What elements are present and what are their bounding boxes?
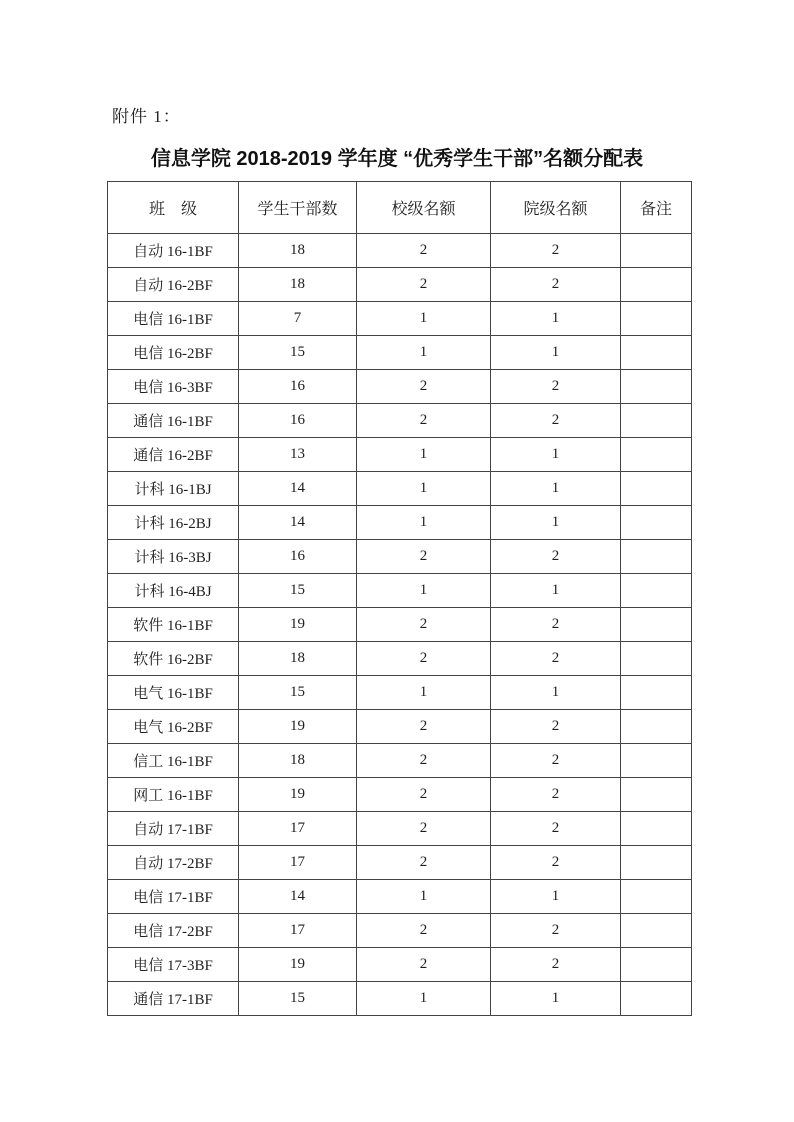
table-row [108,846,692,880]
cell-class-name: 软件 16-2BF [108,642,239,676]
cell-school-quota: 2 [357,948,491,982]
cell-class-name: 软件 16-1BF [108,608,239,642]
attachment-label: 附件 1： [112,107,181,126]
cell-class-name: 电信 17-3BF [108,948,239,982]
table-row [108,710,692,744]
cell-college-quota: 2 [491,914,621,948]
cell-school-quota: 2 [357,268,491,302]
cell-college-quota: 1 [491,880,621,914]
cell-remark [621,268,692,302]
table-row [108,812,692,846]
cell-college-quota: 2 [491,268,621,302]
cell-cadre-count: 13 [239,438,357,472]
cell-remark [621,676,692,710]
cell-college-quota: 1 [491,472,621,506]
cell-cadre-count: 17 [239,812,357,846]
cell-school-quota: 1 [357,472,491,506]
cell-remark [621,846,692,880]
cell-college-quota: 2 [491,846,621,880]
cell-school-quota: 1 [357,574,491,608]
cell-remark [621,438,692,472]
cell-cadre-count: 18 [239,642,357,676]
cell-school-quota: 2 [357,812,491,846]
cell-class-name: 网工 16-1BF [108,778,239,812]
column-header-school-quota: 校级名额 [357,182,491,234]
table-row [108,676,692,710]
cell-school-quota: 1 [357,982,491,1016]
table-row [108,744,692,778]
cell-college-quota: 1 [491,302,621,336]
table-row [108,234,692,268]
table-row [108,948,692,982]
cell-class-name: 通信 17-1BF [108,982,239,1016]
cell-school-quota: 2 [357,914,491,948]
cell-school-quota: 2 [357,846,491,880]
table-body [108,234,692,1016]
cell-cadre-count: 15 [239,336,357,370]
cell-remark [621,302,692,336]
cell-cadre-count: 17 [239,914,357,948]
table-row [108,472,692,506]
cell-remark [621,812,692,846]
cell-cadre-count: 16 [239,540,357,574]
table-row [108,302,692,336]
cell-college-quota: 1 [491,982,621,1016]
cell-cadre-count: 16 [239,404,357,438]
cell-cadre-count: 17 [239,846,357,880]
cell-class-name: 自动 17-1BF [108,812,239,846]
cell-school-quota: 2 [357,540,491,574]
cell-school-quota: 2 [357,710,491,744]
cell-school-quota: 2 [357,642,491,676]
cell-class-name: 计科 16-2BJ [108,506,239,540]
table-row [108,370,692,404]
cell-cadre-count: 19 [239,710,357,744]
cell-remark [621,574,692,608]
cell-college-quota: 2 [491,642,621,676]
column-header-class: 班 级 [108,182,239,234]
cell-school-quota: 1 [357,336,491,370]
cell-remark [621,982,692,1016]
cell-class-name: 信工 16-1BF [108,744,239,778]
table-row [108,506,692,540]
cell-college-quota: 1 [491,574,621,608]
quota-allocation-table [107,181,692,1016]
cell-class-name: 电信 16-1BF [108,302,239,336]
cell-college-quota: 2 [491,404,621,438]
table-row [108,404,692,438]
cell-class-name: 通信 16-1BF [108,404,239,438]
cell-school-quota: 1 [357,302,491,336]
table-row [108,914,692,948]
cell-class-name: 计科 16-1BJ [108,472,239,506]
cell-college-quota: 2 [491,540,621,574]
cell-school-quota: 1 [357,438,491,472]
cell-cadre-count: 19 [239,608,357,642]
table-row [108,608,692,642]
cell-remark [621,880,692,914]
cell-remark [621,608,692,642]
column-header-remark: 备注 [621,182,692,234]
cell-class-name: 计科 16-3BJ [108,540,239,574]
table-row [108,574,692,608]
column-header-college-quota: 院级名额 [491,182,621,234]
cell-school-quota: 2 [357,234,491,268]
cell-remark [621,948,692,982]
cell-remark [621,914,692,948]
cell-remark [621,404,692,438]
cell-cadre-count: 19 [239,948,357,982]
cell-college-quota: 2 [491,812,621,846]
cell-class-name: 通信 16-2BF [108,438,239,472]
cell-cadre-count: 7 [239,302,357,336]
table-row [108,778,692,812]
cell-college-quota: 1 [491,336,621,370]
cell-class-name: 自动 16-2BF [108,268,239,302]
cell-class-name: 自动 17-2BF [108,846,239,880]
cell-cadre-count: 16 [239,370,357,404]
table-header [108,182,692,234]
cell-college-quota: 2 [491,234,621,268]
cell-class-name: 电气 16-2BF [108,710,239,744]
cell-remark [621,710,692,744]
header-row [108,182,692,234]
cell-college-quota: 2 [491,778,621,812]
cell-college-quota: 2 [491,948,621,982]
cell-school-quota: 1 [357,880,491,914]
cell-college-quota: 2 [491,710,621,744]
table-row [108,880,692,914]
cell-school-quota: 2 [357,744,491,778]
cell-cadre-count: 18 [239,744,357,778]
cell-school-quota: 1 [357,676,491,710]
cell-remark [621,778,692,812]
cell-school-quota: 2 [357,608,491,642]
cell-school-quota: 2 [357,404,491,438]
cell-college-quota: 1 [491,506,621,540]
cell-cadre-count: 14 [239,472,357,506]
cell-remark [621,540,692,574]
cell-class-name: 电信 17-2BF [108,914,239,948]
cell-cadre-count: 15 [239,982,357,1016]
page-title: 信息学院 2018-2019 学年度 “优秀学生干部”名额分配表 [150,148,644,170]
cell-class-name: 电气 16-1BF [108,676,239,710]
table-row [108,336,692,370]
table-row [108,642,692,676]
table-row [108,982,692,1016]
cell-cadre-count: 18 [239,234,357,268]
cell-remark [621,642,692,676]
cell-cadre-count: 14 [239,880,357,914]
cell-class-name: 电信 16-3BF [108,370,239,404]
column-header-cadre-count: 学生干部数 [239,182,357,234]
cell-class-name: 电信 16-2BF [108,336,239,370]
cell-school-quota: 1 [357,506,491,540]
cell-college-quota: 2 [491,744,621,778]
cell-class-name: 电信 17-1BF [108,880,239,914]
cell-remark [621,336,692,370]
cell-cadre-count: 14 [239,506,357,540]
cell-college-quota: 1 [491,676,621,710]
table-row [108,268,692,302]
cell-cadre-count: 15 [239,676,357,710]
cell-school-quota: 2 [357,778,491,812]
cell-remark [621,370,692,404]
cell-class-name: 计科 16-4BJ [108,574,239,608]
cell-cadre-count: 18 [239,268,357,302]
table-row [108,438,692,472]
cell-cadre-count: 15 [239,574,357,608]
cell-remark [621,234,692,268]
cell-college-quota: 1 [491,438,621,472]
cell-school-quota: 2 [357,370,491,404]
cell-cadre-count: 19 [239,778,357,812]
cell-remark [621,744,692,778]
cell-college-quota: 2 [491,370,621,404]
table-row [108,540,692,574]
cell-remark [621,506,692,540]
cell-remark [621,472,692,506]
cell-class-name: 自动 16-1BF [108,234,239,268]
cell-college-quota: 2 [491,608,621,642]
